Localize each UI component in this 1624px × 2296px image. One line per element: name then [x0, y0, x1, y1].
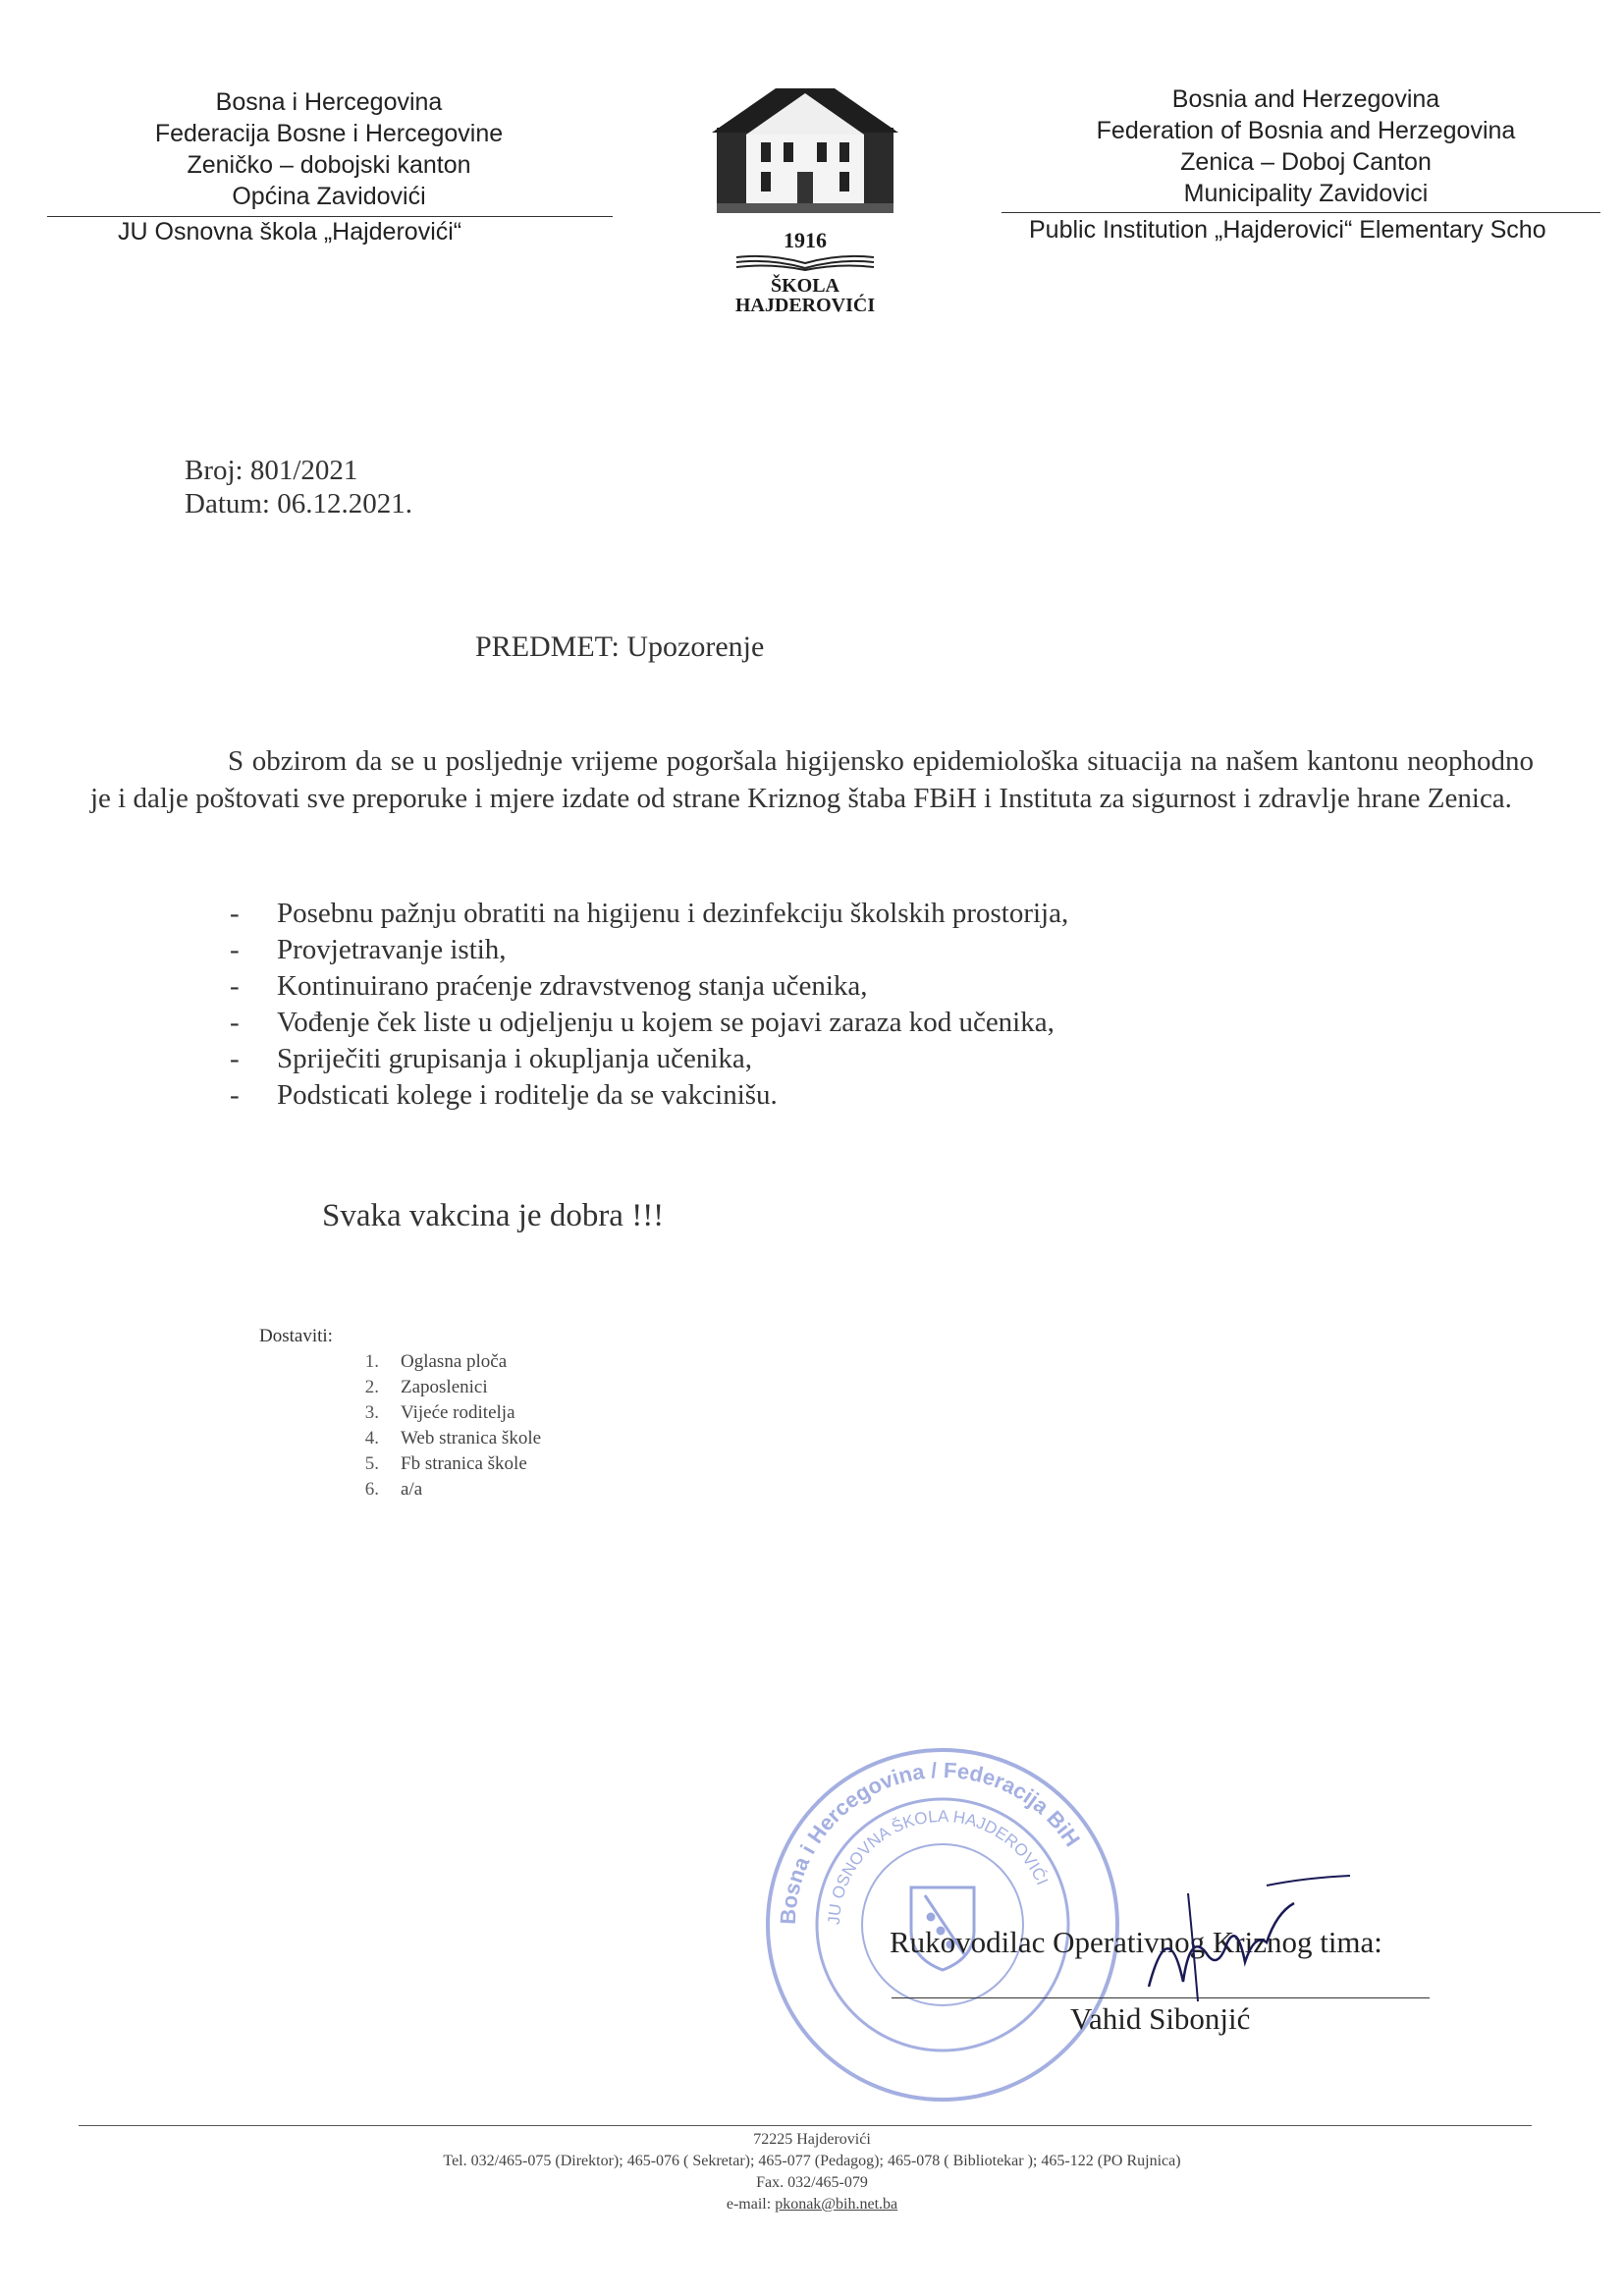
- distribution-list: [334, 1349, 541, 1503]
- school-building-icon: [707, 74, 903, 221]
- header-right-line-2: Federation of Bosnia and Herzegovina: [1096, 117, 1516, 144]
- footer-fax: Fax. 032/465-079: [756, 2174, 868, 2191]
- list-item: 5. Fb stranica škole: [364, 1453, 527, 1474]
- header-right-school: Public Institution „Hajderovici“ Elementary Scho: [1029, 216, 1546, 244]
- footer-contact: [0, 2129, 1624, 2215]
- header-left-line-4: Općina Zavidovići: [232, 183, 426, 210]
- document-meta: [185, 454, 412, 520]
- header-left-line-1: Bosna i Hercegovina: [215, 88, 443, 116]
- list-item: - Provjetravanje istih,: [230, 934, 507, 965]
- document-number: Broj: 801/2021: [185, 455, 358, 486]
- list-item: 4. Web stranica škole: [364, 1428, 542, 1449]
- header-right-line-1: Bosnia and Herzegovina: [1171, 85, 1440, 113]
- signature-name: Vahid Sibonjić: [1070, 2001, 1251, 2036]
- header-left-school: JU Osnovna škola „Hajderovići“: [118, 218, 462, 246]
- footer-postal: 72225 Hajderovići: [753, 2131, 871, 2148]
- stamp-inner-text: JU OSNOVNA ŠKOLA HAJDEROVIĆI: [824, 1806, 1053, 1926]
- header-right-block: [992, 83, 1620, 209]
- header-right-line-4: Municipality Zavidovici: [1183, 180, 1429, 207]
- list-item: - Kontinuirano praćenje zdravstvenog stanja učenika,: [230, 970, 868, 1002]
- list-item: - Podsticati kolege i roditelje da se vakcinišu.: [230, 1079, 778, 1111]
- list-item: 1. Oglasna ploča: [364, 1351, 508, 1372]
- document-subject: PREDMET: Upozorenje: [475, 630, 765, 663]
- footer-email-row: e-mail: pkonak@bih.net.ba: [726, 2196, 898, 2213]
- footer-email-link[interactable]: pkonak@bih.net.ba: [775, 2196, 898, 2213]
- header-left-block: [39, 86, 619, 212]
- list-item: 3. Vijeće roditelja: [364, 1402, 515, 1423]
- list-item: 6. a/a: [364, 1479, 423, 1500]
- list-item: - Spriječiti grupisanja i okupljanja učenika,: [230, 1043, 753, 1074]
- header-left-line-3: Zeničko – dobojski kanton: [187, 151, 471, 179]
- footer-rule: [79, 2125, 1532, 2126]
- logo-name-line-1: ŠKOLA: [770, 275, 840, 297]
- logo-year: 1916: [784, 228, 827, 252]
- list-item: 2. Zaposlenici: [364, 1377, 488, 1397]
- slogan: Svaka vakcina je dobra !!!: [322, 1198, 665, 1233]
- distribution-title: Dostaviti:: [259, 1326, 333, 1346]
- handwritten-signature-icon: [1129, 1874, 1355, 2011]
- open-book-icon: [707, 253, 903, 271]
- signature-title: Rukovodilac Operativnog Kriznog tima:: [890, 1925, 1382, 1959]
- logo-name-line-2: HAJDEROVIĆI: [734, 295, 876, 316]
- stamp-outer-text: Bosna i Hercegovina / Federacija BiH: [775, 1757, 1085, 1926]
- list-item: - Posebnu pažnju obratiti na higijenu i dezinfekciju školskih prostorija,: [230, 898, 1069, 929]
- header-right-rule: [1001, 212, 1600, 213]
- body-paragraph: S obzirom da se u posljednje vrijeme pogoršala higijensko epidemiološka situacija na našem kantonu neophodno je i dalje poštovati sve preporuke i mjere izdate od strane Kriznog štaba FBiH i Instituta za sigurnost i zdravlje hrane Zenica.: [90, 745, 1534, 814]
- footer-phone: Tel. 032/465-075 (Direktor); 465-076 ( Sekretar); 465-077 (Pedagog); 465-078 ( Bibliotekar ); 465-122 (PO Rujnica): [443, 2153, 1181, 2169]
- school-logo: [707, 74, 903, 329]
- list-item: - Vođenje ček liste u odjeljenju u kojem se pojavi zaraza kod učenika,: [230, 1007, 1055, 1038]
- measures-list: [230, 896, 1506, 1114]
- header-right-line-3: Zenica – Doboj Canton: [1180, 148, 1432, 176]
- header-left-rule: [47, 216, 613, 217]
- document-date: Datum: 06.12.2021.: [185, 488, 412, 519]
- header-left-line-2: Federacija Bosne i Hercegovine: [154, 120, 504, 147]
